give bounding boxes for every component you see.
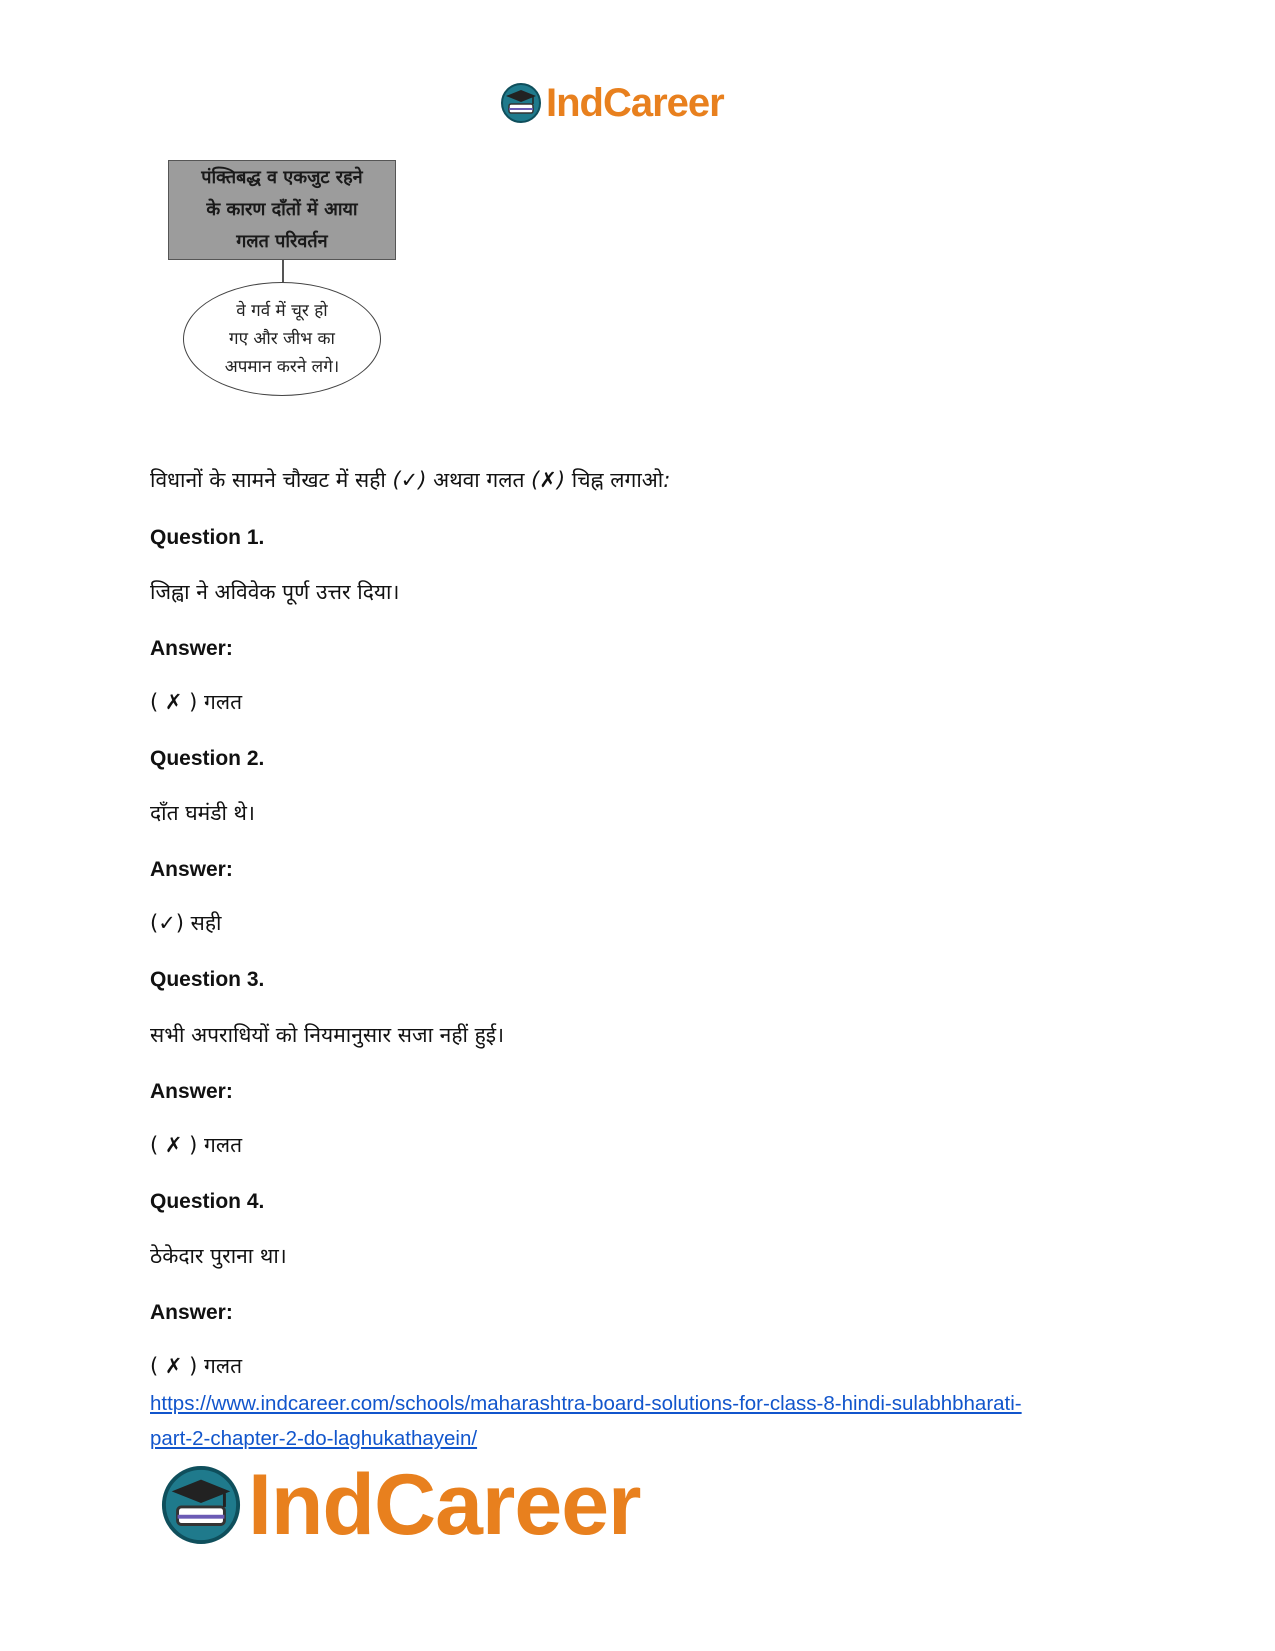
source-link-line[interactable]: https://www.indcareer.com/schools/maharashtra-board-solutions-for-class-8-hindi-sulabhbharati- (150, 1392, 1022, 1415)
instruction-text: अथवा गलत (426, 468, 532, 492)
question-text: ठेकेदार पुराना था। (150, 1244, 287, 1268)
instruction (150, 466, 670, 494)
logo-text: IndCareer (546, 80, 724, 125)
answer-label: Answer: (150, 637, 233, 660)
instruction-text: चिह्न लगाओ (565, 468, 664, 492)
cross-mark: (✗) (531, 468, 566, 492)
question-text: सभी अपराधियों को नियमानुसार सजा नहीं हुई। (150, 1023, 505, 1047)
instruction-text: विधानों के सामने चौखट में सही (150, 468, 393, 492)
answer-label: Answer: (150, 1301, 233, 1324)
answer-label: Answer: (150, 858, 233, 881)
footer-logo (160, 1456, 641, 1553)
question-label: Question 4. (150, 1190, 265, 1213)
answer-text: (✓) सही (150, 911, 222, 935)
box-line: गलत परिवर्तन (236, 231, 328, 252)
header-logo (500, 78, 724, 128)
diagram-figure (168, 160, 428, 410)
question-text: जिह्वा ने अविवेक पूर्ण उत्तर दिया। (150, 580, 400, 604)
diagram-box (168, 160, 396, 260)
answer-label: Answer: (150, 1080, 233, 1103)
ellipse-line: अपमान करने लगे। (224, 357, 340, 377)
ellipse-line: वे गर्व में चूर हो (236, 301, 328, 321)
tick-mark: (✓) (392, 468, 427, 492)
answer-text: ( ✗ ) गलत (150, 1354, 243, 1378)
instruction-colon: : (663, 468, 671, 492)
question-text: दाँत घमंडी थे। (150, 801, 255, 825)
source-link[interactable] (150, 1386, 1150, 1456)
box-line: के कारण दाँतों में आया (206, 199, 358, 220)
logo-text: IndCareer (248, 1456, 641, 1553)
diagram-connector (282, 260, 284, 282)
graduation-cap-book-icon (500, 82, 542, 124)
source-link-line[interactable]: part-2-chapter-2-do-laghukathayein/ (150, 1427, 478, 1450)
ellipse-line: गए और जीभ का (229, 329, 335, 349)
answer-text: ( ✗ ) गलत (150, 1133, 243, 1157)
question-label: Question 3. (150, 968, 265, 991)
answer-text: ( ✗ ) गलत (150, 690, 243, 714)
question-label: Question 1. (150, 526, 265, 549)
diagram-ellipse (183, 282, 381, 396)
box-line: पंक्तिबद्ध व एकजुट रहने (201, 167, 363, 188)
graduation-cap-book-icon (160, 1464, 242, 1546)
question-label: Question 2. (150, 747, 265, 770)
